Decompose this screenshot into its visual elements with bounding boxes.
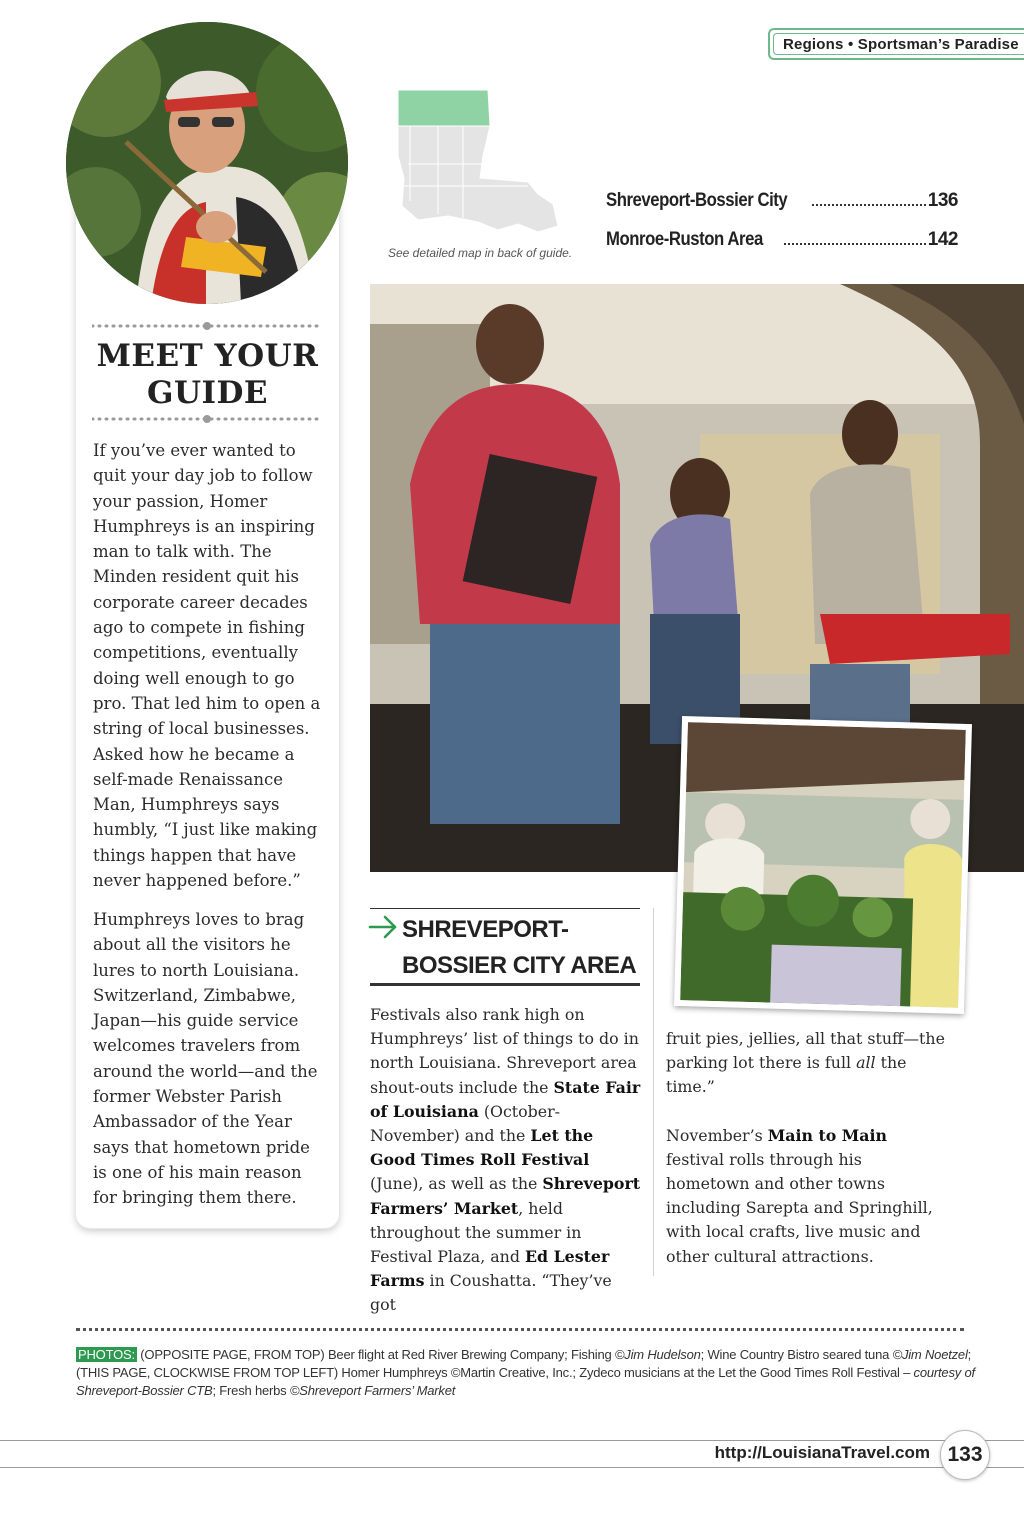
farmers-market-photo [674,716,972,1014]
footer-url-link[interactable]: http://LouisianaTravel.com [714,1443,930,1462]
photo-credits: PHOTOS: (OPPOSITE PAGE, FROM TOP) Beer flight at Red River Brewing Company; Fishing ©Jim Hudelson; Wine Country Bistro seared tuna ©Jim Noetzel; (THIS PAGE, CLOCKWISE FROM TOP LEFT) Homer Humphreys ©Martin Creative, Inc.; Zydeco musicians at the Let the Good Times Roll Festival – courtesy of Shreveport-Bossier CTB; Fresh herbs ©Shreveport Farmers’ Market [76,1347,975,1398]
paragraph: November’s Main to Main festival rolls through his hometown and other towns including Sarepta and Springhill, with local crafts, live music and other cultural attractions. [666,1125,933,1266]
title-divider-bottom [92,414,322,424]
title-divider-top [92,321,322,331]
section-tab-label: Regions • Sportsman’s Paradise [773,33,1024,55]
louisiana-region-map [388,86,568,246]
guide-photo [66,22,348,304]
toc-entry[interactable] [606,229,958,251]
toc-entry-name: Monroe-Ruston Area [606,229,763,250]
toc-entry-name: Shreveport-Bossier City [606,190,788,211]
toc-entry-page: 136 [927,190,958,211]
toc-leader [812,204,926,206]
event-name: Shreveport Farmers’ Market [370,1174,641,1218]
meet-your-guide-title: MEET YOUR GUIDE [96,338,319,411]
toc-leader [784,243,926,245]
footer-rule-bottom [0,1467,1024,1468]
credits-divider [76,1328,964,1331]
section-title: SHREVEPORT-BOSSIER CITY AREA [402,916,637,979]
footer-rule-top [0,1440,1024,1441]
event-name: Let the Good Times Roll Festival [370,1126,594,1170]
arrow-right-icon [368,912,400,942]
toc-entry-page: 142 [927,229,958,250]
paragraph: fruit pies, jellies, all that stuff—the parking lot there is full all the time.” [666,1029,945,1097]
event-name: Main to Main [767,1125,887,1145]
sidebar-paragraph-2: Humphreys loves to brag about all the visitors he lures to north Louisiana. Switzerland, Zimbabwe, Japan—his guide service welcomes travelers from around the world—and the former Webster Parish Ambassador of the Year says that hometown pride is one of his main reason for bringing them there. [93,910,318,1208]
section-tab [768,28,1024,60]
page-number: 133 [940,1430,990,1480]
body-column-left: Festivals also rank high on Humphreys’ list of things to do in north Louisiana. Shreveport area shout-outs include the State Fair of Louisiana (October-November) and the Let the Good Times Roll Festival (June), as well as the Shreveport Farmers’ Market, held throughout the summer in Festival Plaza, and Ed Lester Farms in Coushatta. “They’ve got [370,1005,641,1315]
event-name: Ed Lester Farms [370,1247,610,1291]
photo-credits-tag: PHOTOS: [78,1347,135,1362]
body-column-right [666,1027,946,1269]
section-heading-rule-bottom [370,983,640,986]
sidebar-paragraph-1: If you’ve ever wanted to quit your day job to follow your passion, Homer Humphreys is an inspiring man to talk with. The Minden resident quit his corporate career decades ago to compete in fishing competitions, eventually doing well enough to go pro. That led him to open a string of local businesses. Asked how he became a self-made Renaissance Man, Humphreys says humbly, “I just like making things happen that have never happened before.” [93,441,321,891]
column-divider [653,908,654,1276]
toc-entry[interactable] [606,190,958,212]
event-name: State Fair of Louisiana [370,1077,641,1121]
map-caption: See detailed map in back of guide. [388,246,573,260]
section-heading-rule-top [370,908,640,909]
